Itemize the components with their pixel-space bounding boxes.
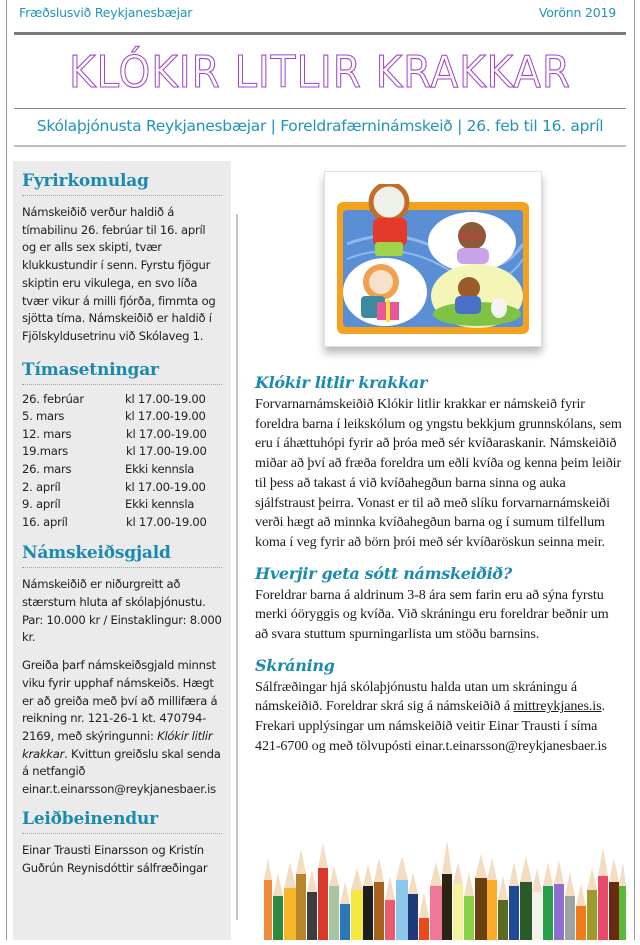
about-heading: Klókir litlir krakkar <box>255 373 428 392</box>
schedule-row <box>22 461 222 479</box>
schedule-row <box>22 391 222 409</box>
schedule-table <box>22 391 222 532</box>
schedule-date: 12. mars <box>22 426 72 441</box>
column-divider <box>236 214 238 920</box>
who-heading: Hverjir geta sótt námskeiðið? <box>255 563 512 583</box>
page-edge-left <box>6 0 7 940</box>
page-title-text: KLÓKIR LITLIR KRAKKAR <box>69 47 571 98</box>
about-section <box>255 373 623 553</box>
instructors-section <box>22 809 222 877</box>
arrangement-heading: Fyrirkomulag <box>22 171 222 196</box>
page-title <box>38 44 601 102</box>
instructors-text: Einar Trausti Einarsson og Kristín Guðrún Reynisdóttir sálfræðingar <box>22 842 208 875</box>
top-bar <box>19 5 616 21</box>
header-rule-top <box>14 32 626 35</box>
schedule-time: Ekki kennsla <box>125 462 195 476</box>
arrangement-text: Námskeiðið verður haldið á tímabilinu 26. febrúar til 16. apríl og er alls sex skipti, tvær klukkustundir í senn. Fyrstu fjögur skiptin eru vikulega, en svo líða tvær vikur á milli fjórða, fimmta og sjötta tíma. Námskeiðið er haldið í Fjölskyldusetrinu við Skólaveg 1. <box>22 205 216 343</box>
schedule-section <box>22 360 222 532</box>
registration-text-start: Sálfræðingar hjá skólaþjónustu halda utan um skráningu á námskeiðið. Foreldrar skrá sig á námskeiðið á <box>255 678 578 715</box>
schedule-row <box>22 426 222 444</box>
payment-reference: Klókir litlir krakkar <box>22 729 213 761</box>
schedule-date: 16. apríl <box>22 514 68 529</box>
who-section <box>255 564 623 645</box>
children-illustration-image <box>337 184 529 334</box>
schedule-row <box>22 479 222 497</box>
about-text: Forvarnarnámskeiðið Klókir litlir krakkar er námskeið fyrir foreldra barna í leikskólum og yngstu bekkjum grunnskólans, sem eru í áhættuhópi fyrir að þróa með sér kvíðaraskanir. Námskeiðið miðar að því að fræða foreldra um eðli kvíða og kenna þeim leiðir til þess að takast á við kvíðahegðun barna sinna og auka sjálfstraust þeirra. Vonast er til að með slíku forvarnarnámskeiði verði hægt að minnka kvíðahegðun barna og í sumum tilfellum koma í veg fyrir að börn þrói með sér kvíðaröskun seinna meir. <box>255 396 622 550</box>
registration-text <box>255 678 623 757</box>
schedule-time: kl 17.00-19.00 <box>126 426 207 441</box>
pencils-image <box>264 828 626 940</box>
instructors-heading: Leiðbeinendur <box>22 809 222 834</box>
children-illustration <box>324 171 542 347</box>
schedule-time: Ekki kennsla <box>125 497 195 512</box>
registration-link[interactable]: mittreykjanes.is <box>513 698 602 715</box>
organization-name: Fræðslusvið Reykjanesbæjar <box>19 5 193 20</box>
pencils-illustration <box>264 828 626 940</box>
schedule-time: kl 17.00-19.00 <box>125 409 206 424</box>
season-label: Vorönn 2019 <box>538 5 616 20</box>
page-subtitle: Skólaþjónusta Reykjanesbæjar | Foreldrafærninámskeið | 26. feb til 16. apríl <box>36 117 604 135</box>
schedule-date: 5. mars <box>22 409 65 424</box>
header-rule-middle <box>14 108 626 109</box>
schedule-row <box>22 443 222 461</box>
schedule-date: 26. febrúar <box>22 391 84 406</box>
fee-heading: Námskeiðsgjald <box>22 543 222 568</box>
sidebar <box>13 161 231 940</box>
payment-text-end: . Kvittun greiðslu skal senda á netfangið einar.t.einarsson@reykjanesbaer.is <box>22 746 221 797</box>
schedule-row <box>22 496 222 514</box>
schedule-date: 26. mars <box>22 462 72 476</box>
schedule-row <box>22 514 222 532</box>
fee-text: Námskeiðið er niðurgreitt að stærstum hluta af skólaþjónustu. Par: 10.000 kr / Einstaklingur: 8.000 kr. <box>22 577 222 645</box>
schedule-time: kl 17.00-19.00 <box>126 514 207 529</box>
registration-section <box>255 656 623 757</box>
schedule-row <box>22 408 222 426</box>
schedule-time: kl 17.00-19.00 <box>125 479 206 494</box>
schedule-time: kl 17.00-19.00 <box>125 391 206 406</box>
fee-section <box>22 543 222 798</box>
arrangement-section <box>22 171 222 346</box>
payment-text-start: Greiða þarf námskeiðsgjald minnst viku fyrir upphaf námskeiðs. Hægt er að greiða með því að millifæra á reikning nr. 121-26-1 kt. 470794-2169, með skýringunni: <box>22 658 218 743</box>
registration-text-end: . Frekari upplýsingar um námskeiðið veitir Einar Trausti í síma 421-6700 og með tölvupósti einar.t.einarsson@reykjanesbaer.is <box>255 698 607 754</box>
header-rule-bottom <box>14 145 626 147</box>
main-content <box>255 373 623 757</box>
schedule-date: 9. apríl <box>22 497 61 512</box>
schedule-date: 2. apríl <box>22 479 61 494</box>
page-edge-right <box>634 0 635 940</box>
schedule-date: 19.mars <box>22 444 68 459</box>
payment-text <box>22 657 222 799</box>
who-text: Foreldrar barna á aldrinum 3-8 ára sem farin eru að sýna fyrstu merki óöryggis og kvíða. Við skráningu eru foreldrar beðnir um að svara stuttum spurningarlista um stöðu barnsins. <box>255 586 609 643</box>
schedule-heading: Tímasetningar <box>22 360 222 385</box>
schedule-time: kl 17.00-19.00 <box>126 444 207 459</box>
registration-heading: Skráning <box>255 655 335 675</box>
